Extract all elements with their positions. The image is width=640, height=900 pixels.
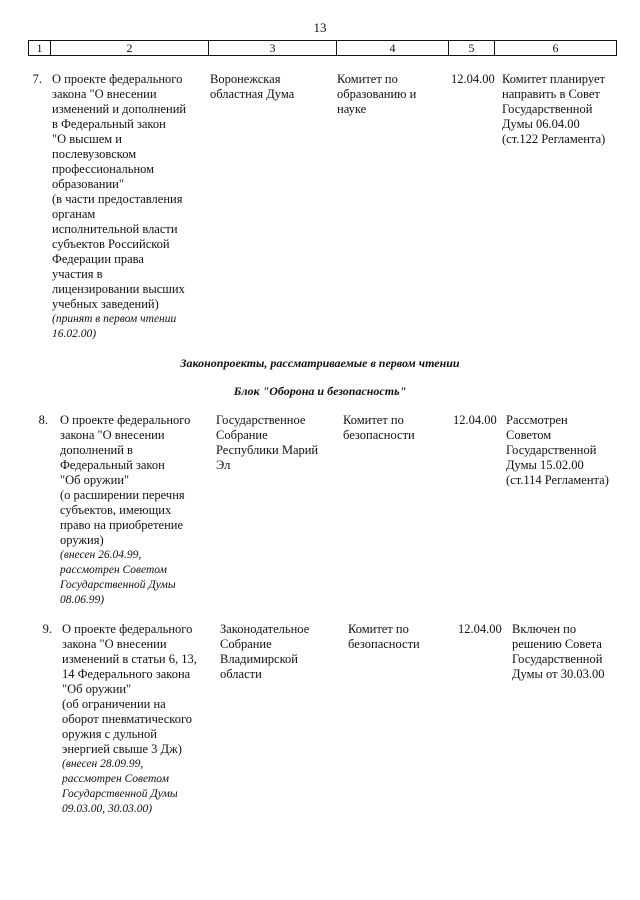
title-line: лицензировании высших xyxy=(52,282,185,296)
status-line: Комитет планирует xyxy=(502,72,605,86)
committee-line: науке xyxy=(337,102,367,116)
title-line: закона "О внесении xyxy=(62,637,167,651)
entry-committee xyxy=(348,622,420,652)
title-line: образовании" xyxy=(52,177,124,191)
section-heading-first-reading: Законопроекты, рассматриваемые в первом чтении xyxy=(180,356,460,370)
note-line: Государственной Думы xyxy=(60,579,176,591)
page-number: 13 xyxy=(313,20,327,35)
entry-status xyxy=(502,72,605,147)
entry-author xyxy=(220,622,309,682)
note-line: 09.03.00, 30.03.00) xyxy=(62,803,153,815)
entry-number: 9. xyxy=(42,622,52,636)
status-line: Советом xyxy=(506,428,552,442)
title-line: учебных заведений) xyxy=(52,297,159,311)
author-line: Собрание xyxy=(220,637,272,651)
status-line: Включен по xyxy=(512,622,577,636)
title-line: дополнений в xyxy=(60,443,133,457)
author-line: Эл xyxy=(216,458,231,472)
entry-number: 8. xyxy=(38,413,48,427)
status-line: Думы 15.02.00 xyxy=(506,458,584,472)
title-line: Федеральный закон xyxy=(60,458,165,472)
author-line: Государственное xyxy=(216,413,306,427)
status-line: Государственной xyxy=(502,102,593,116)
entry-author xyxy=(210,72,294,102)
column-header-5: 5 xyxy=(449,41,495,56)
title-line: "Об оружии" xyxy=(60,473,130,487)
status-line: Думы 06.04.00 xyxy=(502,117,580,131)
status-line: Государственной xyxy=(512,652,603,666)
committee-line: безопасности xyxy=(348,637,420,651)
author-line: Законодательное xyxy=(220,622,310,636)
title-line: О проекте федерального xyxy=(52,72,183,86)
status-line: Рассмотрен xyxy=(506,413,568,427)
author-line: области xyxy=(220,667,262,681)
entry-title xyxy=(60,413,190,608)
status-line: (ст.122 Регламента) xyxy=(502,132,606,146)
title-line: оборот пневматического xyxy=(62,712,193,726)
entry-date: 12.04.00 xyxy=(451,72,495,86)
column-header-6: 6 xyxy=(495,41,617,56)
status-line: (ст.114 Регламента) xyxy=(506,473,609,487)
entry-title xyxy=(52,72,186,342)
title-line: энергией свыше 3 Дж) xyxy=(62,742,182,756)
committee-line: Комитет по xyxy=(343,413,404,427)
entry-committee xyxy=(343,413,415,443)
title-line: органам xyxy=(52,207,96,221)
author-line: областная Дума xyxy=(210,87,295,101)
status-line: Государственной xyxy=(506,443,597,457)
title-line: участия в xyxy=(52,267,103,281)
title-line: изменений и дополнений xyxy=(52,102,187,116)
title-line: О проекте федерального xyxy=(62,622,193,636)
note-line: 16.02.00) xyxy=(52,328,97,340)
author-line: Воронежская xyxy=(210,72,281,86)
committee-line: Комитет по xyxy=(348,622,409,636)
title-line: субъектов Российской xyxy=(52,237,170,251)
title-line: право на приобретение xyxy=(60,518,184,532)
status-line: Думы от 30.03.00 xyxy=(512,667,605,681)
column-header-row xyxy=(28,40,617,56)
title-line: послевузовском xyxy=(52,147,137,161)
title-line: (о расширении перечня xyxy=(60,488,185,502)
title-line: субъектов, имеющих xyxy=(60,503,172,517)
note-line: (внесен 28.09.99, xyxy=(62,758,144,770)
note-line: Государственной Думы xyxy=(62,788,178,800)
note-line: (внесен 26.04.99, xyxy=(60,549,142,561)
title-line: оружия) xyxy=(60,533,104,547)
committee-line: образованию и xyxy=(337,87,417,101)
entry-committee xyxy=(337,72,416,117)
note-line: 08.06.99) xyxy=(60,594,105,606)
section-heading-defense-block: Блок "Оборона и безопасность" xyxy=(233,384,407,398)
column-header-1: 1 xyxy=(29,41,51,56)
title-line: (об ограничении на xyxy=(62,697,166,711)
title-line: "Об оружии" xyxy=(62,682,132,696)
column-header-2: 2 xyxy=(51,41,209,56)
title-line: Федерации права xyxy=(52,252,144,266)
author-line: Собрание xyxy=(216,428,268,442)
column-header-4: 4 xyxy=(337,41,449,56)
title-line: 14 Федерального закона xyxy=(62,667,191,681)
title-line: исполнительной власти xyxy=(52,222,178,236)
entry-status xyxy=(512,622,604,682)
committee-line: Комитет по xyxy=(337,72,398,86)
status-line: направить в Совет xyxy=(502,87,600,101)
title-line: профессиональном xyxy=(52,162,155,176)
title-line: закона "О внесении xyxy=(60,428,165,442)
title-line: изменений в статьи 6, 13, xyxy=(62,652,197,666)
entry-number: 7. xyxy=(32,72,42,86)
status-line: решению Совета xyxy=(512,637,602,651)
note-line: рассмотрен Советом xyxy=(62,773,169,785)
title-line: оружия с дульной xyxy=(62,727,157,741)
entry-date: 12.04.00 xyxy=(458,622,502,636)
committee-line: безопасности xyxy=(343,428,415,442)
title-line: закона "О внесении xyxy=(52,87,157,101)
column-header-3: 3 xyxy=(209,41,337,56)
entry-title xyxy=(62,622,197,817)
title-line: О проекте федерального xyxy=(60,413,191,427)
entry-status xyxy=(506,413,609,488)
author-line: Республики Марий xyxy=(216,443,319,457)
author-line: Владимирской xyxy=(220,652,298,666)
entry-date: 12.04.00 xyxy=(453,413,497,427)
entry-author xyxy=(216,413,318,473)
title-line: (в части предоставления xyxy=(52,192,183,206)
note-line: (принят в первом чтении xyxy=(52,313,177,325)
title-line: "О высшем и xyxy=(52,132,123,146)
title-line: в Федеральный закон xyxy=(52,117,166,131)
note-line: рассмотрен Советом xyxy=(60,564,167,576)
